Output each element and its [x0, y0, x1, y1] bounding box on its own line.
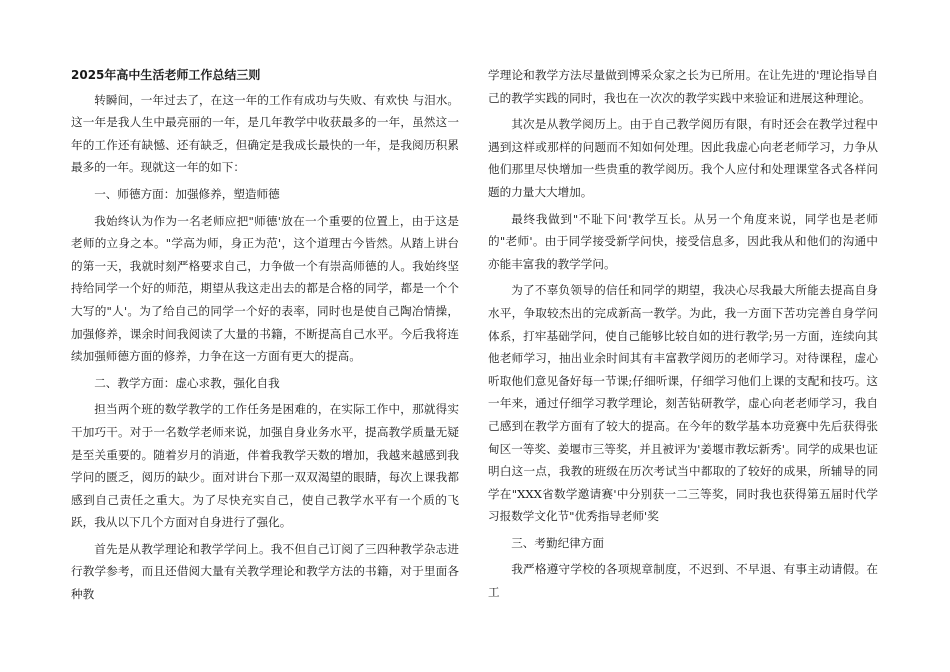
section-heading-ethics: 一、师德方面：加强修养，塑造师德: [94, 186, 280, 201]
document-title: 2025年高中生活老师工作总结三则: [71, 68, 261, 82]
mutual-learning-paragraph: 最终我做到"不耻下问'教学互长。从另一个角度来说，同学也是老师的"老师'。由于同学接受新学问快，接受信息多，因此我从和他们的沟通中亦能丰富我的教学学问。: [488, 211, 878, 271]
left-column: [71, 64, 459, 610]
theory-paragraph-continued: 学理论和教学方法尽量做到博采众家之长为已所用。在让先进的'理论指导自己的教学实践的同时，我也在一次次的教学实践中来验证和进展这种理论。: [488, 68, 878, 105]
right-column: [488, 64, 878, 608]
theory-paragraph: 首先是从教学理论和教学学问上。我不但自己订阅了三四种教学杂志进行教学参考，而且还借阅大量有关教学理论和教学方法的书籍，对于里面各种教: [71, 541, 459, 602]
intro-paragraph: 转瞬间，一年过去了，在这一年的工作有成功与失败、有欢快 与泪水。这一年是我人生中最亮丽的一年，是几年教学中收获最多的一年，虽然这一年的工作还有缺憾、还有缺乏，但确定是我成长最快的一年，是我阅历积累最多的一年。现就这一年的如下：: [71, 92, 459, 175]
section-heading-teaching: 二、教学方面：虚心求教，强化自我: [94, 375, 280, 390]
section-heading-attendance: 三、考勤纪律方面: [511, 535, 604, 550]
experience-paragraph: 其次是从教学阅历上。由于自己教学阅历有限，有时还会在教学过程中遇到这样或那样的问题而不知如何处理。因此我虚心向老老师学习，力争从他们那里尽快增加一些贵重的教学阅历。我个人应付和处理课堂各式各样问题的力量大大增加。: [488, 117, 878, 199]
attendance-paragraph: 我严格遵守学校的各项规章制度，不迟到、不早退、有事主动请假。在工: [488, 562, 878, 600]
teaching-paragraph: 担当两个班的数学教学的工作任务是困难的，在实际工作中，那就得实干加巧干。对于一名数学老师来说，加强自身业务水平，提高教学质量无疑是至关重要的。随着岁月的消逝，伴着我教学天数的增加，我越来越感到我学问的匮乏，阅历的缺少。面对讲台下那一双双渴望的眼睛，每次上课我都感到自己责任之重大。为了尽快充实自己，使自己教学水平有一个质的飞跃，我从以下几个方面对自身进行了强化。: [71, 402, 459, 530]
ethics-paragraph: 我始终认为作为一名老师应把"师德'放在一个重要的位置上，由于这是老师的立身之本。"学高为师，身正为范'，这个道理古今皆然。从踏上讲台的第一天，我就时刻严格要求自己，力争做一个有崇高师德的人。我始终坚持给同学一个好的师范，期望从我这走出去的都是合格的同学，都是一个个大写的"人'。为了给自己的同学一个好的表率，同时也是使自己陶冶情操，加强修养，课余时间我阅读了大量的书籍，不断提高自己水平。今后我将连续加强师德方面的修养，力争在这一方面有更大的提高。: [71, 213, 459, 364]
achievement-paragraph: 为了不辜负领导的信任和同学的期望，我决心尽我最大所能去提高自身水平，争取较杰出的完成新高一教学。为此，我一方面下苦功完善自身学问体系，打牢基础学问，使自己能够比较自如的进行教学;另一方面，连续向其他老师学习，抽出业余时间其有丰富教学阅历的老师学习。对待课程，虚心听取他们意见备好每一节课;仔细听课，仔细学习他们上课的支配和技巧。这一年来，通过仔细学习教学理论，刻苦钻研教学，虚心向老老师学习，我自己感到在教学方面有了较大的提高。在今年的数学基本功竞赛中先后获得张甸区一等奖、姜堰市三等奖，并且被评为'姜堰市教坛新秀'。同学的成果也证明白这一点，我教的班级在历次考试当中都取的了较好的成果，所辅导的同学在"XXX省数学邀请赛'中分别获一二三等奖，同时我也获得第五届时代学习报数学文化节"优秀指导老师'奖: [488, 283, 878, 524]
